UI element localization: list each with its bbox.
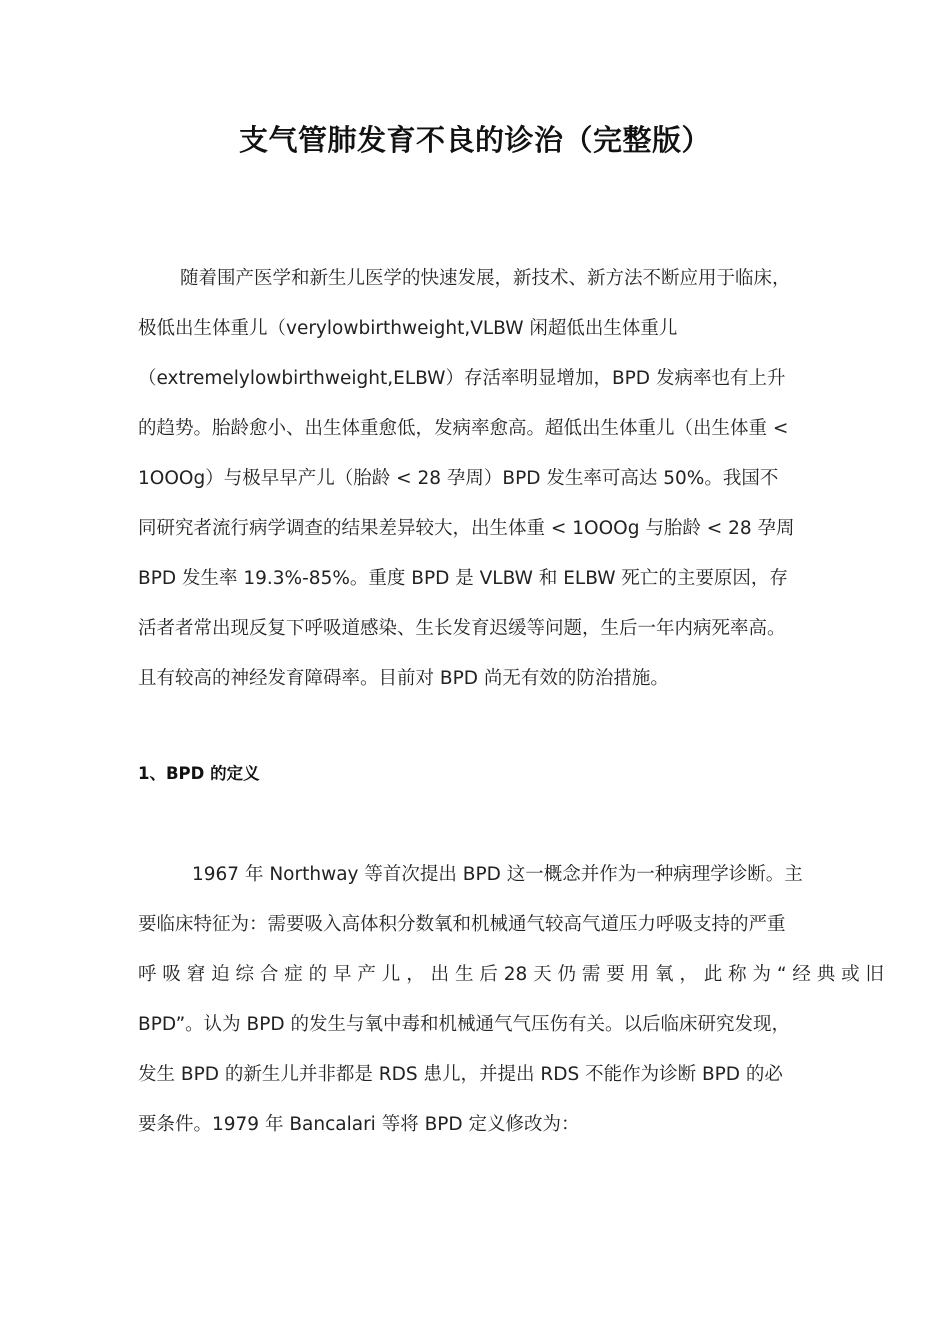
document-title: 支气管肺发育不良的诊治（完整版） [238,123,711,157]
section1-line-5: 发生 BPD 的新生儿并非都是 RDS 患儿，并提出 RDS 不能作为诊断 BPD 的必 [138,1064,783,1085]
section1-line-6: 要条件。1979 年 Bancalari 等将 BPD 定义修改为： [138,1114,580,1135]
intro-line-6: 同研究者流行病学调查的结果差异较大，出生体重 < 1OOOg 与胎龄 < 28 孕周 [138,518,795,539]
section1-line-4: BPD”。认为 BPD 的发生与氧中毒和机械通气气压伤有关。以后临床研究发现， [138,1014,791,1035]
section-heading-bpd-definition: 1、BPD 的定义 [138,764,260,783]
section1-line-2: 要临床特征为：需要吸入高体积分数氧和机械通气较高气道压力呼吸支持的严重 [138,914,786,935]
intro-line-3: （extremelylowbirthweight,ELBW）存活率明显增加，BPD 发病率也有上升 [138,368,786,389]
section1-line-1: 1967 年 Northway 等首次提出 BPD 这一概念并作为一种病理学诊断。主 [192,864,803,885]
intro-line-1: 随着围产医学和新生儿医学的快速发展，新技术、新方法不断应用于临床， [180,268,791,289]
intro-line-4: 的趋势。胎龄愈小、出生体重愈低，发病率愈高。超低出生体重儿（出生体重 < [138,418,789,439]
intro-line-5: 1OOOg）与极早早产儿（胎龄 < 28 孕周）BPD 发生率可高达 50%。我国不 [138,468,779,489]
intro-line-7: BPD 发生率 19.3%-85%。重度 BPD 是 VLBW 和 ELBW 死亡的主要原因，存 [138,568,788,589]
intro-line-2: 极低出生体重儿（verylowbirthweight,VLBW 闲超低出生体重儿 [138,318,678,339]
intro-line-9: 且有较高的神经发育障碍率。目前对 BPD 尚无有效的防治措施。 [138,668,669,689]
section1-line-3: 呼 吸 窘 迫 综 合 症 的 早 产 儿 ， 出 生 后 28 天 仍 需 要 用 氧 ， 此 称 为 “ 经 典 或 旧 [138,964,885,985]
intro-line-8: 活者者常出现反复下呼吸道感染、生长发育迟缓等问题，生后一年内病死率高。 [138,618,786,639]
